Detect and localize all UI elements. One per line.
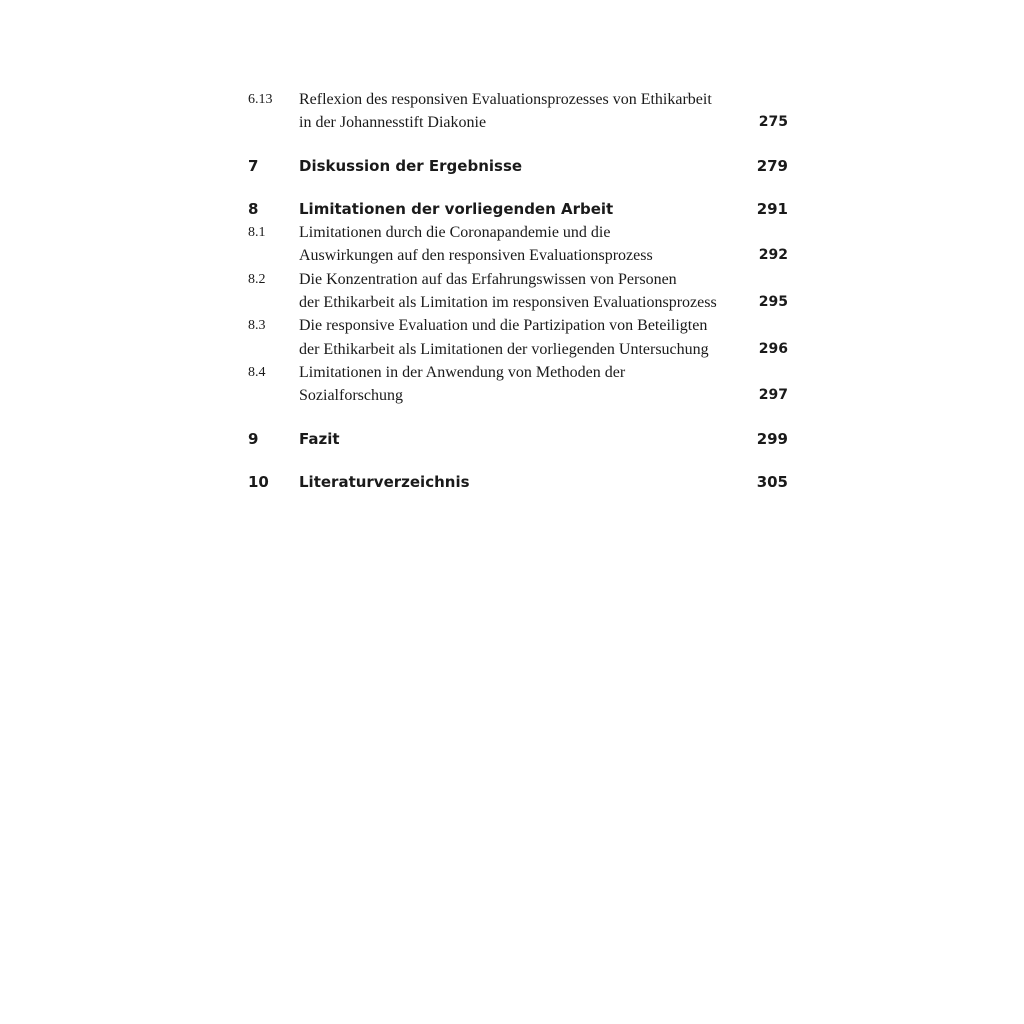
section-number: 8.1	[248, 225, 266, 241]
section-title	[299, 361, 752, 408]
section-number: 8.2	[248, 271, 266, 287]
section-number: 8.3	[248, 318, 266, 334]
page-number: 295	[758, 294, 788, 311]
page-number: 292	[758, 247, 788, 264]
toc-entry-6-13	[248, 88, 788, 135]
page-number: 305	[756, 472, 788, 491]
section-title-line-2: Sozialforschung	[299, 387, 403, 405]
section-title	[299, 221, 752, 268]
chapter-title: Diskussion der Ergebnisse	[299, 156, 523, 175]
toc-chapter-7	[248, 155, 788, 178]
chapter-number: 7	[248, 156, 259, 175]
section-title-line-2: der Ethikarbeit als Limitationen der vorliegenden Untersuchung	[299, 340, 709, 358]
section-title-line-1: Reflexion des responsiven Evaluationsprozesses von Ethikarbeit	[299, 91, 712, 108]
section-number: 6.13	[248, 92, 273, 107]
section-title-line-2: in der Johannesstift Diakonie	[299, 114, 487, 132]
section-title-line-1: Die responsive Evaluation und die Partizipation von Beteiligten	[299, 317, 708, 335]
toc-entry-8-2	[248, 268, 788, 315]
chapter-title: Limitationen der vorliegenden Arbeit	[299, 199, 614, 218]
page-number: 297	[758, 387, 788, 404]
table-of-contents	[248, 88, 788, 494]
section-title-line-1: Limitationen durch die Coronapandemie und die	[299, 224, 611, 242]
page-number: 279	[756, 156, 788, 175]
section-title	[299, 314, 752, 361]
page-number: 291	[756, 199, 788, 218]
page-number: 275	[758, 114, 788, 131]
toc-entry-8-3	[248, 314, 788, 361]
chapter-number: 10	[248, 472, 269, 491]
toc-chapter-10	[248, 471, 788, 494]
page-number: 299	[756, 429, 788, 448]
section-title	[299, 88, 752, 135]
chapter-number: 8	[248, 199, 259, 218]
section-number: 8.4	[248, 364, 266, 380]
section-title-line-1: Limitationen in der Anwendung von Methoden der	[299, 363, 626, 381]
page-number: 296	[758, 340, 788, 357]
toc-chapter-9	[248, 428, 788, 451]
section-title-line-2: der Ethikarbeit als Limitation im responsiven Evaluationsprozess	[299, 294, 717, 312]
chapter-title: Fazit	[299, 429, 340, 448]
section-title	[299, 268, 752, 315]
section-title-line-1: Die Konzentration auf das Erfahrungswissen von Personen	[299, 270, 677, 288]
section-title-line-2: Auswirkungen auf den responsiven Evaluationsprozess	[299, 247, 653, 265]
toc-chapter-8	[248, 198, 788, 221]
chapter-title: Literaturverzeichnis	[299, 472, 470, 491]
toc-entry-8-1	[248, 221, 788, 268]
toc-entry-8-4	[248, 361, 788, 408]
chapter-number: 9	[248, 429, 259, 448]
